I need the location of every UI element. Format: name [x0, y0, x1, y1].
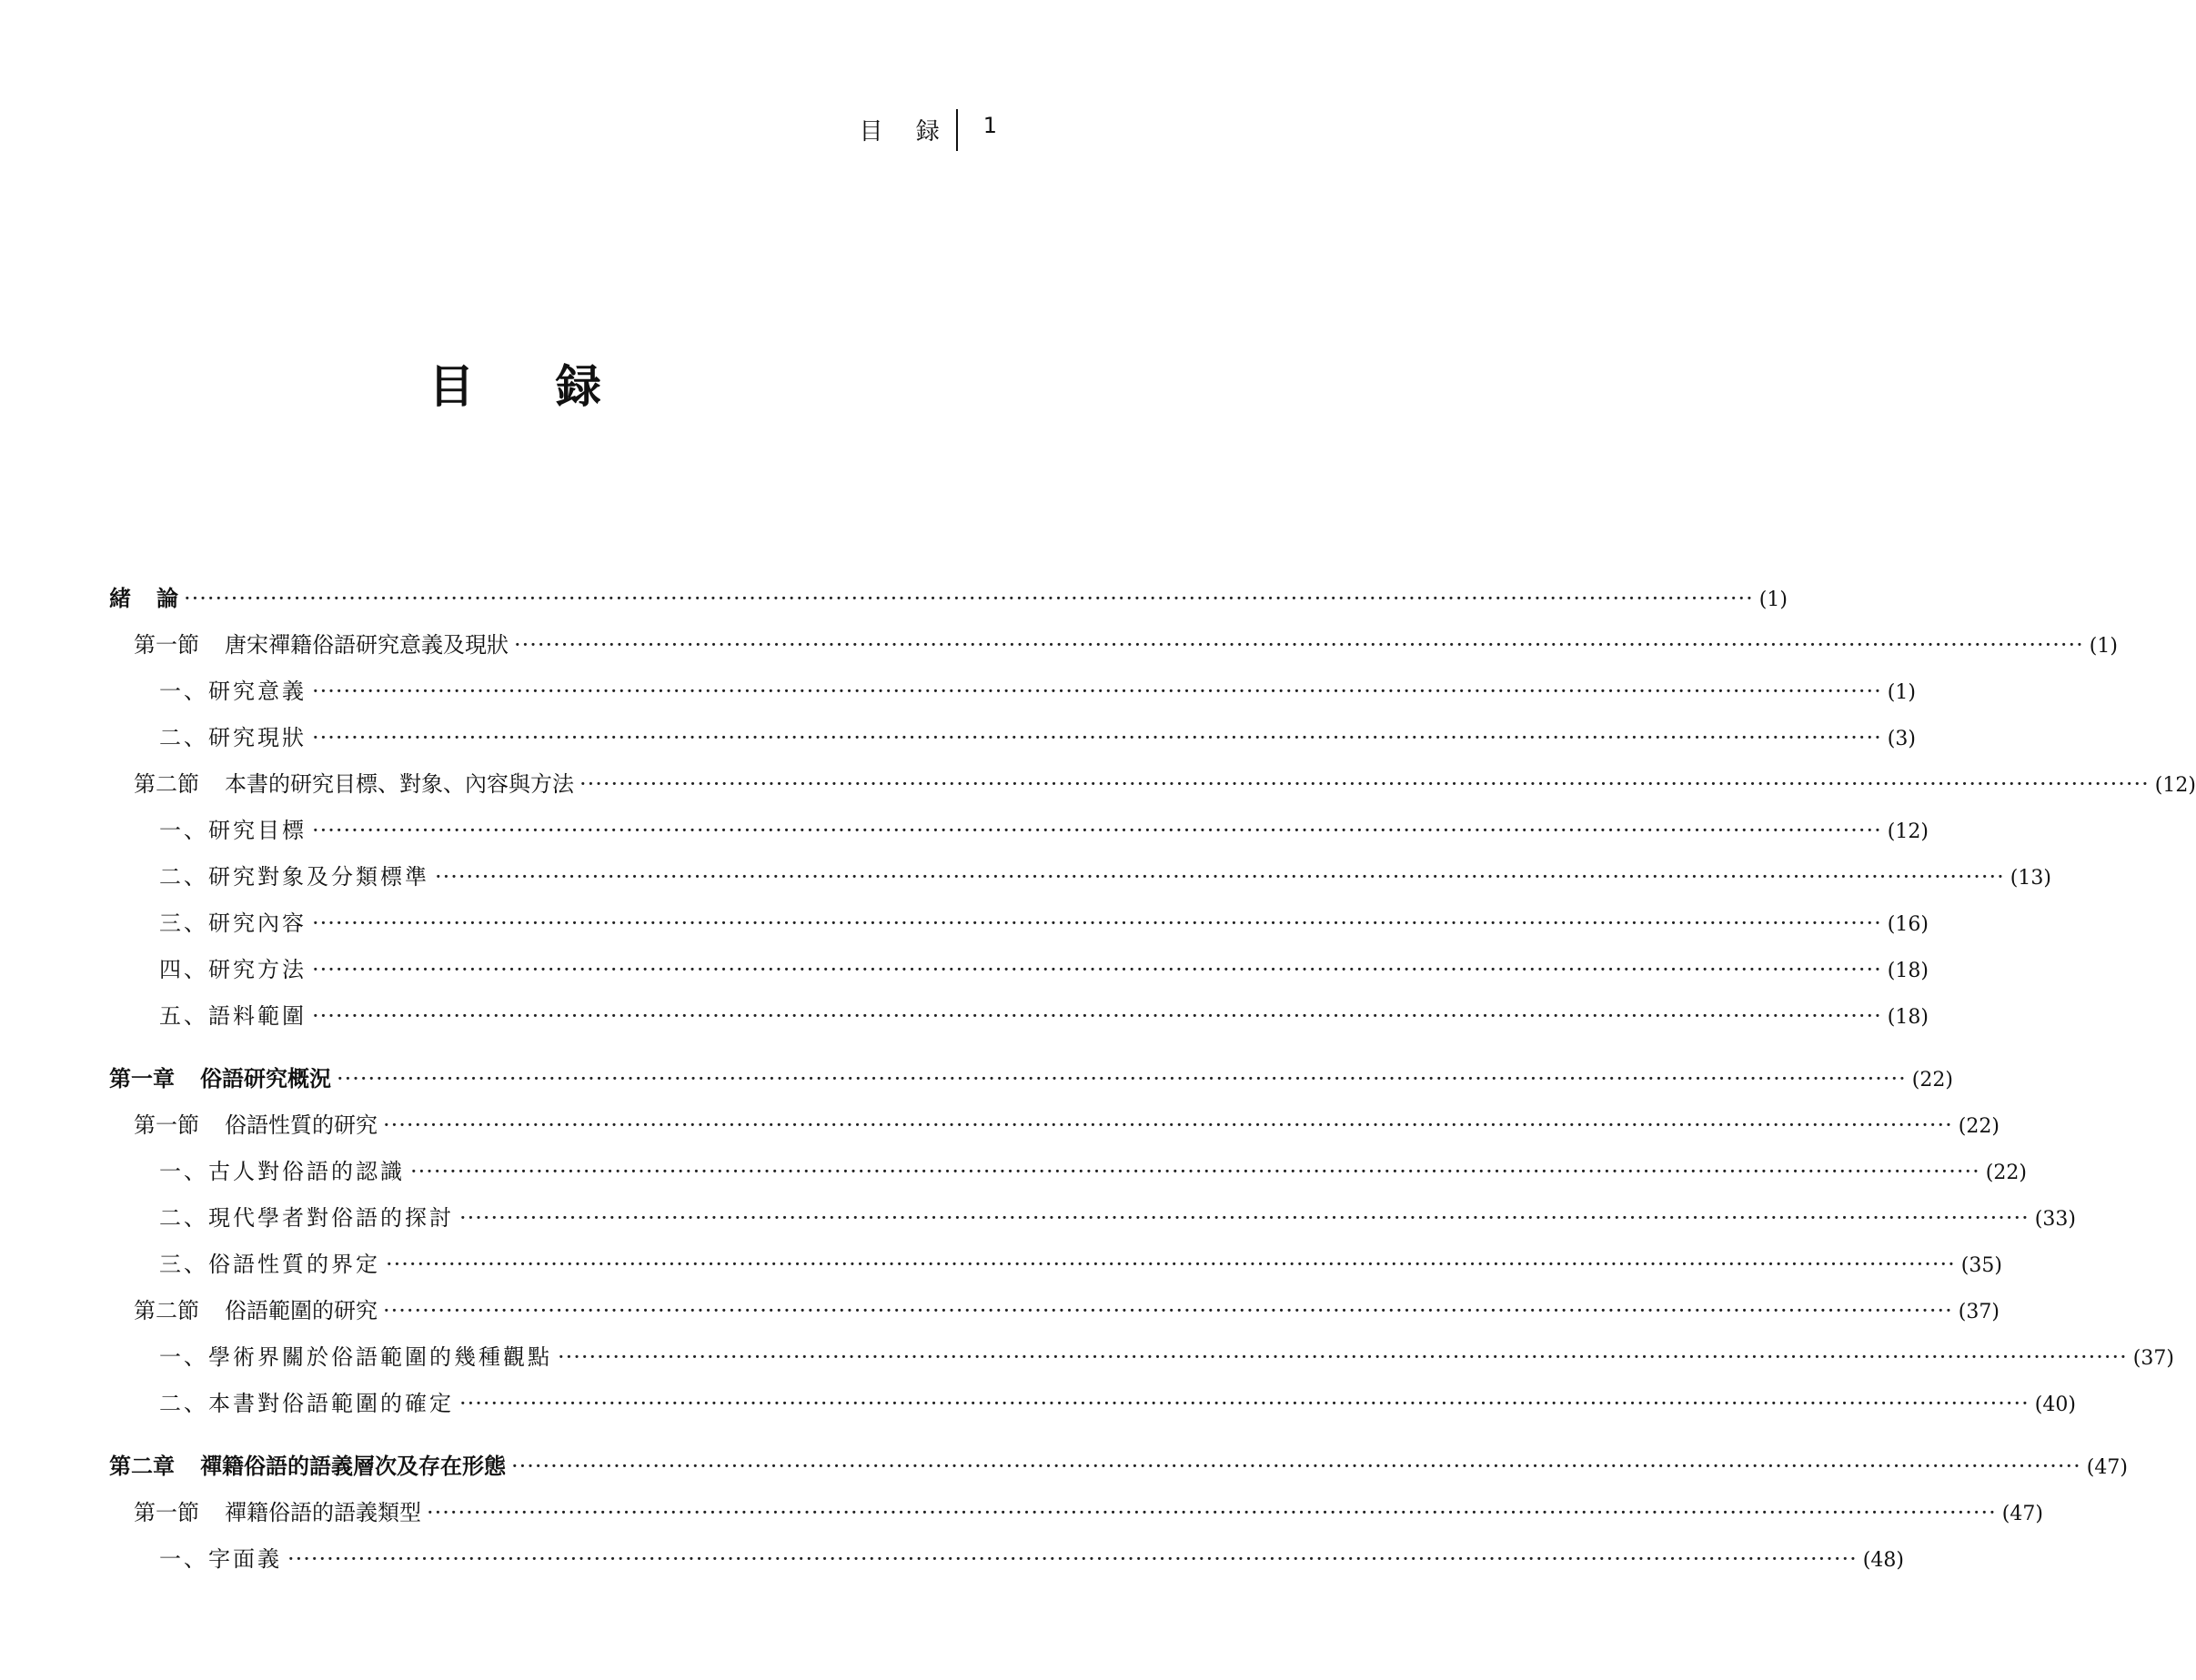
toc-entry: [109, 1293, 2000, 1339]
toc-entry-page: (22): [1911, 1069, 1953, 1091]
toc-entry: [109, 1153, 2027, 1200]
toc-entry: [109, 580, 1788, 627]
toc-leader-dots: ········································································································································································································: [312, 910, 1882, 936]
toc-entry-label: [159, 859, 429, 890]
toc-entry-page: (22): [1958, 1115, 2000, 1138]
toc-entry-label: [159, 812, 307, 844]
toc-entry-page: (40): [2034, 1393, 2076, 1416]
toc-entry-text: 二、現代學者對俗語的探討: [159, 1205, 454, 1231]
toc-entry-page: (37): [1958, 1301, 2000, 1323]
toc-leader-dots: ········································································································································································································: [287, 1546, 1858, 1572]
toc-entry-text: 一、研究目標: [159, 818, 307, 843]
toc-entry: [109, 1200, 2076, 1246]
toc-leader-dots: ········································································································································································································: [511, 1454, 2081, 1479]
toc-entry: [109, 627, 2118, 673]
toc-entry-label: [159, 673, 307, 705]
toc-entry: [109, 812, 1929, 859]
toc-leader-dots: ········································································································································································································: [383, 1298, 1953, 1323]
toc-entry-page: (1): [1758, 589, 1788, 611]
toc-leader-dots: ········································································································································································································: [558, 1344, 2128, 1370]
toc-leader-dots: ········································································································································································································: [312, 957, 1882, 982]
toc-leader-dots: ········································································································································································································: [459, 1391, 2030, 1416]
toc-entry-label: [134, 766, 574, 798]
toc-entry-text: 本書的研究目標、對象、內容與方法: [225, 771, 574, 797]
toc-entry-page: (48): [1862, 1549, 1904, 1572]
toc-entry-label: [159, 1153, 405, 1185]
toc-entry: [109, 859, 2051, 905]
header-divider: [956, 109, 958, 151]
toc-entry-label: [159, 719, 307, 751]
toc-entry: [109, 1107, 2000, 1153]
toc-entry-page: (16): [1887, 913, 1929, 936]
toc-leader-dots: ········································································································································································································: [386, 1252, 1956, 1277]
toc-entry-page: (12): [2154, 774, 2196, 797]
toc-entry-label: [159, 1339, 552, 1371]
toc-entry-label: [109, 1061, 331, 1092]
page-title: 目 録: [428, 360, 634, 413]
toc-entry-text: 俗語研究概況: [200, 1066, 331, 1091]
toc-entry-text: 五、語料範圍: [159, 1003, 307, 1029]
toc-entry: [109, 1448, 2128, 1494]
toc-entry-page: (35): [1960, 1254, 2002, 1277]
toc-entry-number: 第二節: [134, 771, 199, 797]
toc-entry-text: 四、研究方法: [159, 957, 307, 982]
toc-entry: [109, 951, 1929, 998]
toc-entry: [109, 766, 2196, 812]
toc-entry-page: (47): [2086, 1456, 2128, 1479]
toc-entry: [109, 1339, 2174, 1385]
toc-entry-page: (3): [1887, 728, 1916, 750]
toc-entry-label: [134, 1293, 378, 1324]
toc-entry-page: (33): [2034, 1208, 2076, 1231]
toc-entry-page: (47): [2001, 1503, 2043, 1525]
toc-entry-number: 第二章: [109, 1454, 175, 1479]
toc-entry-text: 唐宋禪籍俗語研究意義及現狀: [225, 632, 509, 658]
toc-entry-label: [159, 1246, 380, 1278]
running-header: [859, 109, 997, 155]
toc-entry-page: (13): [2010, 867, 2051, 890]
toc-leader-dots: ········································································································································································································: [459, 1205, 2030, 1231]
toc-leader-dots: ········································································································································································································: [312, 1003, 1882, 1029]
toc-entry-label: [159, 1541, 282, 1573]
toc-entry-page: (12): [1887, 820, 1929, 843]
toc-entry: [109, 719, 1916, 766]
toc-leader-dots: ········································································································································································································: [383, 1112, 1953, 1138]
toc-entry: [109, 1541, 1904, 1587]
toc-entry-text: 一、研究意義: [159, 679, 307, 704]
table-of-contents: [109, 580, 2196, 1587]
toc-leader-dots: ········································································································································································································: [312, 818, 1882, 843]
toc-leader-dots: ········································································································································································································: [312, 725, 1882, 750]
toc-entry: [109, 1061, 1953, 1107]
toc-entry: [109, 1385, 2076, 1432]
toc-entry-text: 三、研究內容: [159, 910, 307, 936]
toc-leader-dots: ········································································································································································································: [579, 771, 2150, 797]
running-header-title: 目 録: [859, 118, 952, 146]
toc-entry-text: 二、本書對俗語範圍的確定: [159, 1391, 454, 1416]
toc-entry-page: (37): [2132, 1347, 2174, 1370]
toc-entry-label: [109, 1448, 506, 1480]
toc-entry: [109, 673, 1916, 719]
toc-leader-dots: ········································································································································································································: [312, 679, 1882, 704]
toc-entry: [109, 905, 1929, 951]
toc-entry-number: 第一章: [109, 1066, 175, 1091]
toc-leader-dots: ········································································································································································································: [337, 1066, 1907, 1091]
toc-entry-text: 一、字面義: [159, 1546, 282, 1572]
toc-entry-text: 二、研究對象及分類標準: [159, 864, 429, 890]
toc-entry-text: 禪籍俗語的語義類型: [225, 1500, 421, 1525]
toc-leader-dots: ········································································································································································································: [410, 1159, 1980, 1184]
toc-entry-text: 一、古人對俗語的認識: [159, 1159, 405, 1184]
toc-entry-text: 俗語範圍的研究: [225, 1298, 378, 1323]
toc-entry-page: (22): [1985, 1162, 2027, 1184]
toc-entry-text: 俗語性質的研究: [225, 1112, 378, 1138]
toc-entry-page: (18): [1887, 1006, 1929, 1029]
toc-entry-text: 三、俗語性質的界定: [159, 1252, 380, 1277]
toc-entry-label: [159, 951, 307, 983]
toc-leader-dots: ········································································································································································································: [184, 586, 1754, 611]
toc-entry-text: 一、學術界關於俗語範圍的幾種觀點: [159, 1344, 552, 1370]
toc-entry-text: 二、研究現狀: [159, 725, 307, 750]
toc-entry-number: 第一節: [134, 1500, 199, 1525]
toc-leader-dots: ········································································································································································································: [427, 1500, 1997, 1525]
toc-entry-label: [134, 1494, 421, 1526]
toc-entry-number: 緒: [109, 586, 131, 611]
toc-entry-text: 禪籍俗語的語義層次及存在形態: [200, 1454, 506, 1479]
toc-leader-dots: ········································································································································································································: [514, 632, 2084, 658]
toc-entry-label: [159, 905, 307, 937]
toc-entry-number: 第一節: [134, 1112, 199, 1138]
toc-entry-label: [134, 1107, 378, 1139]
toc-entry: [109, 1494, 2043, 1541]
toc-entry-page: (18): [1887, 960, 1929, 982]
toc-entry-page: (1): [1887, 681, 1916, 704]
toc-entry-number: 第一節: [134, 632, 199, 658]
toc-entry-label: [159, 998, 307, 1030]
toc-entry-number: 第二節: [134, 1298, 199, 1323]
toc-entry-label: [109, 580, 178, 612]
toc-entry-label: [159, 1200, 454, 1232]
toc-leader-dots: ········································································································································································································: [435, 864, 2005, 890]
toc-entry-page: (1): [2089, 635, 2118, 658]
page-number: 1: [982, 113, 997, 138]
toc-entry-text: 論: [156, 586, 178, 611]
toc-entry-label: [134, 627, 509, 659]
toc-entry: [109, 998, 1929, 1044]
toc-entry: [109, 1246, 2002, 1293]
toc-entry-label: [159, 1385, 454, 1417]
